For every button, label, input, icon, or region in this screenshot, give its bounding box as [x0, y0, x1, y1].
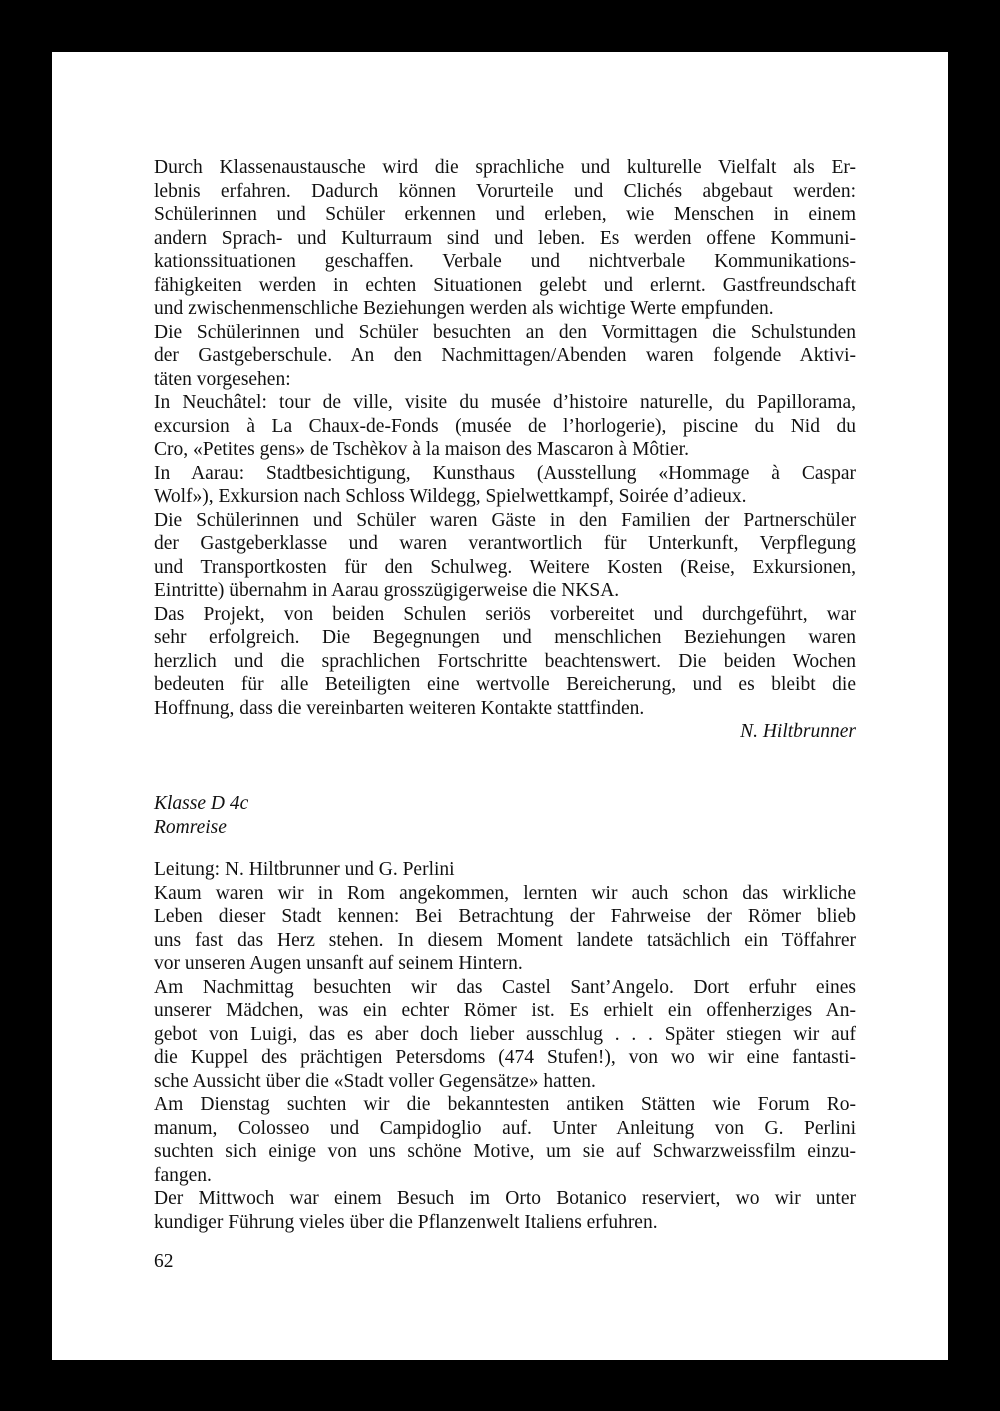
- text-line: sche Aussicht über die «Stadt voller Gegensätze» hatten.: [154, 1070, 596, 1092]
- text-line: uns fast das Herz stehen. In diesem Moment landete tatsächlich ein Töffahrer: [154, 929, 856, 951]
- author-signature: N. Hiltbrunner: [740, 721, 856, 742]
- text-line: Der Mittwoch war einem Besuch im Orto Botanico reserviert, wo wir unter: [154, 1188, 856, 1209]
- text-line: der Gastgeberschule. An den Nachmittagen/Abenden waren folgende Aktivi-: [154, 345, 856, 366]
- section-heading: [154, 792, 856, 840]
- text-line: Wolf»), Exkursion nach Schloss Wildegg, Spielwettkampf, Soirée d’adieux.: [154, 486, 747, 507]
- text-line: kationssituationen geschaffen. Verbale und nichtverbale Kommunikations-: [154, 251, 856, 272]
- text-line: Leben dieser Stadt kennen: Bei Betrachtung der Fahrweise der Römer blieb: [154, 906, 856, 927]
- text-line: excursion à La Chaux-de-Fonds (musée de l’horlogerie), piscine du Nid du: [154, 415, 856, 437]
- text-line: Eintritte) übernahm in Aarau grosszügigerweise die NKSA.: [154, 580, 620, 601]
- text-line: unserer Mädchen, was ein echter Römer ist. Es erhielt ein offenherziges An-: [154, 1000, 856, 1021]
- text-line: Am Nachmittag besuchten wir das Castel Sant’Angelo. Dort erfuhr eines: [154, 976, 856, 998]
- text-line: bedeuten für alle Beteiligten eine wertvolle Bereicherung, und es bleibt die: [154, 674, 856, 695]
- text-line: herzlich und die sprachlichen Fortschritte beachtenswert. Die beiden Wochen: [154, 650, 856, 672]
- page-number: 62: [154, 1251, 174, 1272]
- text-line: Am Dienstag suchten wir die bekanntesten antiken Stätten wie Forum Ro-: [154, 1094, 856, 1115]
- text-line: der Gastgeberklasse und waren verantwortlich für Unterkunft, Verpflegung: [154, 533, 856, 554]
- text-line: lebnis erfahren. Dadurch können Vorurteile und Clichés abgebaut werden:: [154, 180, 856, 202]
- text-line: Die Schülerinnen und Schüler waren Gäste in den Familien der Partnerschüler: [154, 509, 856, 531]
- text-line: Die Schülerinnen und Schüler besuchten an den Vormittagen die Schulstunden: [154, 321, 856, 343]
- text-line: die Kuppel des prächtigen Petersdoms (474 Stufen!), von wo wir eine fantasti-: [154, 1047, 856, 1068]
- text-line: und Transportkosten für den Schulweg. Weitere Kosten (Reise, Exkursionen,: [154, 556, 856, 578]
- text-line: vor unseren Augen unsanft auf seinem Hintern.: [154, 953, 523, 974]
- text-line: In Neuchâtel: tour de ville, visite du musée d’histoire naturelle, du Papillorama,: [154, 392, 856, 413]
- text-line: Kaum waren wir in Rom angekommen, lernten wir auch schon das wirkliche: [154, 882, 856, 904]
- document-page: [52, 52, 948, 1360]
- text-line: In Aarau: Stadtbesichtigung, Kunsthaus (Ausstellung «Hommage à Caspar: [154, 462, 856, 484]
- class-title: Klasse D 4c: [154, 793, 249, 814]
- section-subtitle: Romreise: [154, 817, 227, 838]
- text-line: kundiger Führung vieles über die Pflanzenwelt Italiens erfuhren.: [154, 1211, 658, 1233]
- text-line: gebot von Luigi, das es aber doch lieber ausschlug . . . Später stiegen wir auf: [154, 1023, 856, 1045]
- article-body-rome-trip: [154, 858, 856, 1234]
- text-line: manum, Colosseo und Campidoglio auf. Unter Anleitung von G. Perlini: [154, 1117, 856, 1139]
- text-line: fähigkeiten werden in echten Situationen gelebt und erlernt. Gastfreundschaft: [154, 274, 856, 296]
- text-line: suchten sich einige von uns schöne Motive, um sie auf Schwarzweissfilm einzu-: [154, 1141, 856, 1162]
- text-line: sehr erfolgreich. Die Begegnungen und menschlichen Beziehungen waren: [154, 627, 856, 648]
- text-line: täten vorgesehen:: [154, 368, 291, 390]
- text-line: und zwischenmenschliche Beziehungen werden als wichtige Werte empfunden.: [154, 298, 774, 319]
- leadership-line: Leitung: N. Hiltbrunner und G. Perlini: [154, 859, 455, 880]
- text-line: fangen.: [154, 1164, 212, 1186]
- article-body-exchange: [154, 156, 856, 744]
- text-line: Hoffnung, dass die vereinbarten weiteren Kontakte stattfinden.: [154, 697, 645, 719]
- text-line: Durch Klassenaustausche wird die sprachliche und kulturelle Vielfalt als Er-: [154, 157, 856, 178]
- text-line: andern Sprach- und Kulturraum sind und leben. Es werden offene Kommuni-: [154, 227, 856, 249]
- text-line: Das Projekt, von beiden Schulen seriös vorbereitet und durchgeführt, war: [154, 603, 856, 625]
- text-line: Schülerinnen und Schüler erkennen und erleben, wie Menschen in einem: [154, 204, 856, 225]
- text-line: Cro, «Petites gens» de Tschèkov à la maison des Mascaron à Môtier.: [154, 439, 689, 460]
